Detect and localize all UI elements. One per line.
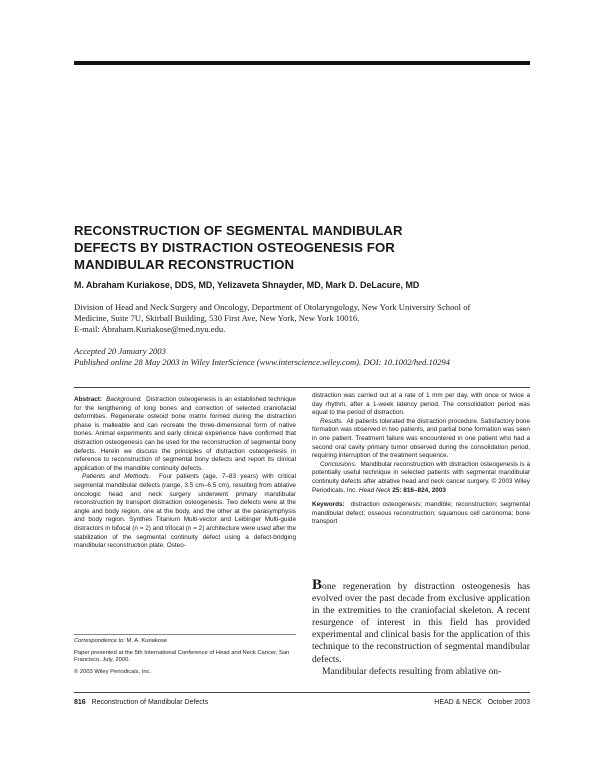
publication-dates (74, 346, 534, 368)
background-label: Background. (106, 396, 143, 403)
journal-name: HEAD & NECK (434, 699, 482, 706)
results-text: All patients tolerated the distraction procedure. Satisfactory bone formation was observed in two patients, and partial bone formation was seen in one patient. Treatment failure was encountered in one patient who had a second oral cavity primary tumor observed during the consolidation period, requiring interruption of the treatment sequence. (312, 417, 530, 460)
abstract-conclusions (312, 461, 530, 495)
title-line-1: RECONSTRUCTION OF SEGMENTAL MANDIBULAR (74, 223, 403, 238)
running-title: Reconstruction of Mandibular Defects (91, 699, 209, 706)
footnote-rule (74, 634, 296, 635)
correspondence-label: Correspondence to: (74, 638, 125, 644)
abstract-right-column (312, 392, 530, 527)
affiliation-line-1: Division of Head and Neck Surgery and Oncology, Department of Otolaryngology, New York University School of (74, 302, 471, 312)
abstract-rule (74, 387, 530, 388)
body-paragraph-1-text: one regeneration by distraction osteogenesis has evolved over the past decade from exclusive application in the extremities to the craniofacial skeleton. A recent resurgence of interest in this field has provided experimental and clinical basis for the application of this technique to the reconstruction of segmental mandibular defects. (312, 581, 530, 665)
body-paragraph-1 (312, 577, 530, 666)
presentation-note: Paper presented at the 5th International Conference of Head and Neck Cancer, San Francisco, July, 2000. (74, 649, 290, 664)
affiliation-line-2: Medicine, Suite 7U, Skirball Building, 530 First Ave, New York, New York 10016. (74, 313, 360, 324)
abstract-results (312, 418, 530, 461)
methods-continued: distraction was carried out at a rate of 1 mm per day, with once or twice a day rhythm, after a 1-week latency period. The consolidation period was equal to the period of distraction. (312, 392, 530, 417)
abstract-background (74, 396, 296, 473)
drop-cap: B (312, 577, 323, 593)
body-text (312, 577, 530, 678)
citation-volume: 25: 816–824, 2003 (392, 486, 446, 494)
citation-journal: Head Neck (358, 486, 391, 494)
correspondence-name: M. A. Kuriakose (126, 638, 168, 644)
abstract-heading: Abstract: (74, 396, 103, 403)
abstract-methods (74, 473, 296, 550)
page-footer-right (434, 699, 530, 706)
keywords (312, 501, 530, 527)
published-online: Published online 28 May 2003 in Wiley InterScience (www.interscience.wiley.com). DOI: 10.1002/hed.10294 (74, 357, 450, 367)
copyright-note: © 2003 Wiley Periodicals, Inc. (74, 668, 152, 675)
background-text: Distraction osteogenesis is an established technique for the lengthening of long bones and correction of selected craniofacial deformities. Regenerate osteoid bone matrix formed during the distraction phase is malleable and can recreate the three-dimensional form of native bones. Animal experiments and early clinical experience have confirmed that distraction osteogenesis can be used for the reconstruction of segmental bony defects. Herein we discuss the principles of distraction osteogenesis in reference to reconstruction of segmental bony defects and report its clinical application of the mandible continuity defects. (74, 396, 296, 472)
footnotes (74, 638, 296, 680)
page-footer-left (74, 699, 208, 706)
article-title (74, 222, 534, 273)
page-number: 816 (74, 699, 86, 706)
correspondence (74, 638, 296, 646)
conclusions-text: Mandibular reconstruction with distraction osteogenesis is a potentially useful technique in selected patients with segmental mandibular continuity defects after ablative head and neck cancer surgery. © 2003 Wiley Periodicals, Inc. (312, 460, 530, 494)
author-list: M. Abraham Kuriakose, DDS, MD, Yelizaveta Shnayder, MD, Mark D. DeLacure, MD (74, 280, 420, 290)
title-line-3: MANDIBULAR RECONSTRUCTION (74, 257, 295, 272)
keywords-text: distraction osteogenesis; mandible; reconstruction; segmental mandibular defect; osseous reconstruction; squamous cell carcinoma; bone transport (312, 501, 530, 526)
issue-date: October 2003 (487, 699, 530, 706)
title-line-2: DEFECTS BY DISTRACTION OSTEOGENESIS FOR (74, 240, 395, 255)
keywords-label: Keywords: (312, 501, 345, 509)
affiliation (74, 302, 534, 336)
body-paragraph-2: Mandibular defects resulting from ablative on- (322, 665, 502, 677)
affiliation-email: E-mail: Abraham.Kuriakose@med.nyu.edu. (74, 324, 226, 335)
conclusions-label: Conclusions. (320, 460, 357, 468)
top-rule (74, 61, 530, 65)
results-label: Results. (320, 417, 344, 425)
accepted-date: Accepted 20 January 2003 (74, 346, 166, 356)
footer-rule (74, 692, 530, 693)
abstract-left-column (74, 396, 296, 551)
methods-label: Patients and Methods. (82, 473, 151, 481)
methods-text: Four patients (age, 7–83 years) with critical segmental mandibular defects (range, 3.5 cm–6.5 cm), resulting from ablative oncologic head and neck surgery underwent primary mandibular reconstruction by transport distraction osteogenesis. Two defects were at the angle and body region, one at the body, and the other at the parasymphysis and body region. Synthes Titanium Multi-vector and Leibinger Multi-guide distractors in bifocal (n = 2) and trifocal (n = 2) architecture were used after the stabilization of the segmental continuity defect using a defect-bridging mandibular reconstruction plate. Osteo- (74, 473, 297, 550)
